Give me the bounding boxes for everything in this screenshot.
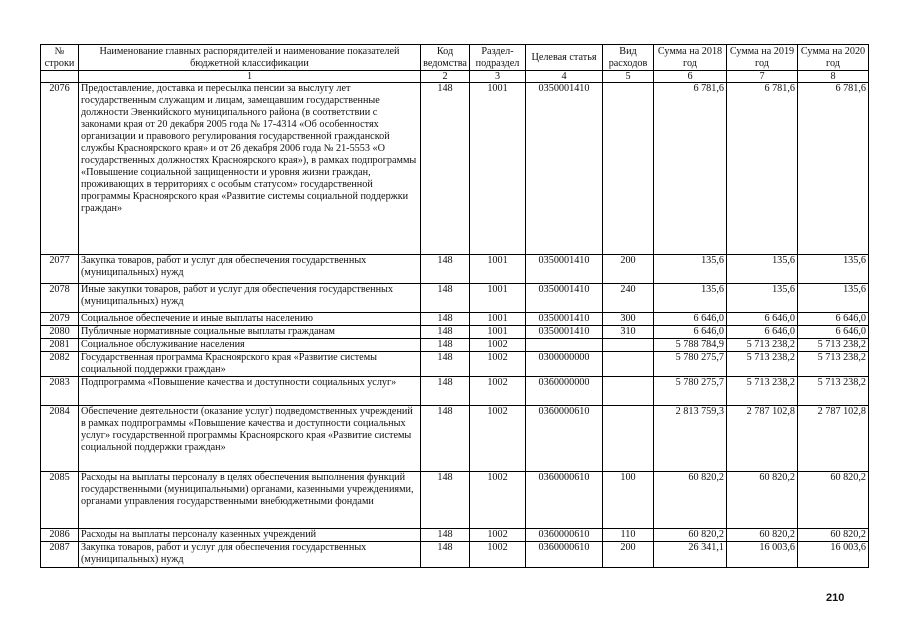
sum-2019: 6 781,6 xyxy=(727,83,798,255)
target-article: 0360000610 xyxy=(526,542,603,568)
row-number: 2082 xyxy=(41,352,79,377)
department-code: 148 xyxy=(421,529,470,542)
header-row xyxy=(41,45,869,71)
row-number: 2076 xyxy=(41,83,79,255)
sum-2019: 5 713 238,2 xyxy=(727,352,798,377)
sum-2019: 5 713 238,2 xyxy=(727,339,798,352)
expense-type xyxy=(603,339,654,352)
sum-2020: 5 713 238,2 xyxy=(798,377,869,406)
row-name: Государственная программа Красноярского края «Развитие системы социальной поддержки граждан» xyxy=(79,352,421,377)
sum-2020: 6 646,0 xyxy=(798,313,869,326)
expense-type: 300 xyxy=(603,313,654,326)
row-number: 2080 xyxy=(41,326,79,339)
row-number: 2078 xyxy=(41,284,79,313)
sum-2018: 6 646,0 xyxy=(654,313,727,326)
sum-2020: 5 713 238,2 xyxy=(798,352,869,377)
table-row xyxy=(41,313,869,326)
department-code: 148 xyxy=(421,83,470,255)
column-number: 7 xyxy=(727,71,798,83)
row-number: 2079 xyxy=(41,313,79,326)
section-code: 1002 xyxy=(470,529,526,542)
department-code: 148 xyxy=(421,472,470,529)
department-code: 148 xyxy=(421,255,470,284)
table-row xyxy=(41,326,869,339)
target-article: 0360000610 xyxy=(526,406,603,472)
sum-2018: 2 813 759,3 xyxy=(654,406,727,472)
section-code: 1001 xyxy=(470,284,526,313)
row-name: Иные закупки товаров, работ и услуг для обеспечения государственных (муниципальных) нужд xyxy=(79,284,421,313)
row-name: Социальное обслуживание населения xyxy=(79,339,421,352)
sum-2019: 2 787 102,8 xyxy=(727,406,798,472)
row-number: 2085 xyxy=(41,472,79,529)
table-row xyxy=(41,472,869,529)
row-name: Публичные нормативные социальные выплаты гражданам xyxy=(79,326,421,339)
sum-2018: 5 780 275,7 xyxy=(654,352,727,377)
section-code: 1001 xyxy=(470,255,526,284)
table-row xyxy=(41,406,869,472)
sum-2019: 5 713 238,2 xyxy=(727,377,798,406)
target-article: 0350001410 xyxy=(526,313,603,326)
column-header-section: Раздел-подраздел xyxy=(470,45,526,71)
target-article: 0300000000 xyxy=(526,352,603,377)
target-article: 0360000610 xyxy=(526,529,603,542)
section-code: 1001 xyxy=(470,326,526,339)
department-code: 148 xyxy=(421,406,470,472)
column-number: 1 xyxy=(79,71,421,83)
sum-2018: 135,6 xyxy=(654,255,727,284)
row-number: 2084 xyxy=(41,406,79,472)
sum-2020: 16 003,6 xyxy=(798,542,869,568)
page-number: 210 xyxy=(826,592,845,604)
column-header-row-number: № строки xyxy=(41,45,79,71)
sum-2018: 135,6 xyxy=(654,284,727,313)
column-number: 4 xyxy=(526,71,603,83)
target-article: 0360000000 xyxy=(526,377,603,406)
section-code: 1001 xyxy=(470,83,526,255)
table-row xyxy=(41,284,869,313)
expense-type: 110 xyxy=(603,529,654,542)
section-code: 1002 xyxy=(470,377,526,406)
table-row xyxy=(41,377,869,406)
row-name: Социальное обеспечение и иные выплаты населению xyxy=(79,313,421,326)
row-number: 2086 xyxy=(41,529,79,542)
sum-2018: 6 646,0 xyxy=(654,326,727,339)
column-header-department-code: Код ведомства xyxy=(421,45,470,71)
table-row xyxy=(41,542,869,568)
target-article: 0350001410 xyxy=(526,326,603,339)
expense-type: 310 xyxy=(603,326,654,339)
expense-type xyxy=(603,406,654,472)
section-code: 1002 xyxy=(470,542,526,568)
section-code: 1002 xyxy=(470,472,526,529)
column-header-name: Наименование главных распорядителей и наименование показателей бюджетной классификации xyxy=(79,45,421,71)
row-number: 2083 xyxy=(41,377,79,406)
department-code: 148 xyxy=(421,284,470,313)
row-number: 2081 xyxy=(41,339,79,352)
sum-2020: 2 787 102,8 xyxy=(798,406,869,472)
row-name: Расходы на выплаты персоналу казенных учреждений xyxy=(79,529,421,542)
column-header-sum-2018: Сумма на 2018 год xyxy=(654,45,727,71)
sum-2020: 6 781,6 xyxy=(798,83,869,255)
section-code: 1002 xyxy=(470,352,526,377)
row-name: Закупка товаров, работ и услуг для обеспечения государственных (муниципальных) нужд xyxy=(79,255,421,284)
column-number: 5 xyxy=(603,71,654,83)
row-name: Предоставление, доставка и пересылка пенсии за выслугу лет государственным служащим и лицам, замещавшим государственные должности Эвенкийского муниципального района (в соответствии с законами края от 20 декабря 2005 года № 17-4314 «Об особенностях организации и правового регулирования государственной гражданской службы Красноярского края» и от 26 декабря 2006 года № 21-5553 «О государственных должностях Красноярского края»), в рамках подпрограммы «Повышение социальной защищенности и уровня жизни граждан, проживающих в территориях с особым статусом» государственной программы Красноярского края «Развитие системы социальной поддержки граждан» xyxy=(79,83,421,255)
row-name: Обеспечение деятельности (оказание услуг) подведомственных учреждений в рамках подпрограммы «Повышение качества и доступности социальных услуг» государственной программы Красноярского края «Развитие системы социальной поддержки граждан» xyxy=(79,406,421,472)
sum-2020: 60 820,2 xyxy=(798,472,869,529)
expense-type: 100 xyxy=(603,472,654,529)
expense-type: 240 xyxy=(603,284,654,313)
expense-type xyxy=(603,83,654,255)
sum-2018: 60 820,2 xyxy=(654,472,727,529)
table-body xyxy=(41,83,869,568)
section-code: 1001 xyxy=(470,313,526,326)
sum-2019: 135,6 xyxy=(727,284,798,313)
department-code: 148 xyxy=(421,326,470,339)
table-row xyxy=(41,255,869,284)
sum-2018: 60 820,2 xyxy=(654,529,727,542)
target-article: 0360000610 xyxy=(526,472,603,529)
column-header-sum-2019: Сумма на 2019 год xyxy=(727,45,798,71)
column-header-expense-type: Вид расходов xyxy=(603,45,654,71)
table-row xyxy=(41,83,869,255)
column-number: 8 xyxy=(798,71,869,83)
sum-2020: 135,6 xyxy=(798,255,869,284)
department-code: 148 xyxy=(421,313,470,326)
target-article: 0350001410 xyxy=(526,284,603,313)
target-article: 0350001410 xyxy=(526,83,603,255)
department-code: 148 xyxy=(421,377,470,406)
row-number: 2087 xyxy=(41,542,79,568)
expense-type: 200 xyxy=(603,542,654,568)
row-number: 2077 xyxy=(41,255,79,284)
sum-2019: 6 646,0 xyxy=(727,313,798,326)
row-name: Закупка товаров, работ и услуг для обеспечения государственных (муниципальных) нужд xyxy=(79,542,421,568)
sum-2020: 60 820,2 xyxy=(798,529,869,542)
sum-2019: 6 646,0 xyxy=(727,326,798,339)
sum-2019: 60 820,2 xyxy=(727,472,798,529)
sum-2019: 60 820,2 xyxy=(727,529,798,542)
column-number: 2 xyxy=(421,71,470,83)
department-code: 148 xyxy=(421,339,470,352)
department-code: 148 xyxy=(421,542,470,568)
target-article: 0350001410 xyxy=(526,255,603,284)
column-header-sum-2020: Сумма на 2020 год xyxy=(798,45,869,71)
expense-type: 200 xyxy=(603,255,654,284)
sum-2018: 5 780 275,7 xyxy=(654,377,727,406)
sum-2020: 6 646,0 xyxy=(798,326,869,339)
table-row xyxy=(41,529,869,542)
section-code: 1002 xyxy=(470,339,526,352)
sum-2018: 6 781,6 xyxy=(654,83,727,255)
section-code: 1002 xyxy=(470,406,526,472)
sum-2019: 135,6 xyxy=(727,255,798,284)
target-article xyxy=(526,339,603,352)
column-number-row xyxy=(41,71,869,83)
column-header-target-article: Целевая статья xyxy=(526,45,603,71)
row-name: Подпрограмма «Повышение качества и доступности социальных услуг» xyxy=(79,377,421,406)
column-number xyxy=(41,71,79,83)
row-name: Расходы на выплаты персоналу в целях обеспечения выполнения функций государственными (муниципальными) органами, казенными учреждениями, органами управления государственными внебюджетными фондами xyxy=(79,472,421,529)
sum-2019: 16 003,6 xyxy=(727,542,798,568)
expense-type xyxy=(603,352,654,377)
table-row xyxy=(41,339,869,352)
budget-table xyxy=(40,44,869,568)
department-code: 148 xyxy=(421,352,470,377)
column-number: 3 xyxy=(470,71,526,83)
sum-2020: 5 713 238,2 xyxy=(798,339,869,352)
sum-2018: 26 341,1 xyxy=(654,542,727,568)
sum-2020: 135,6 xyxy=(798,284,869,313)
column-number: 6 xyxy=(654,71,727,83)
expense-type xyxy=(603,377,654,406)
sum-2018: 5 788 784,9 xyxy=(654,339,727,352)
table-row xyxy=(41,352,869,377)
